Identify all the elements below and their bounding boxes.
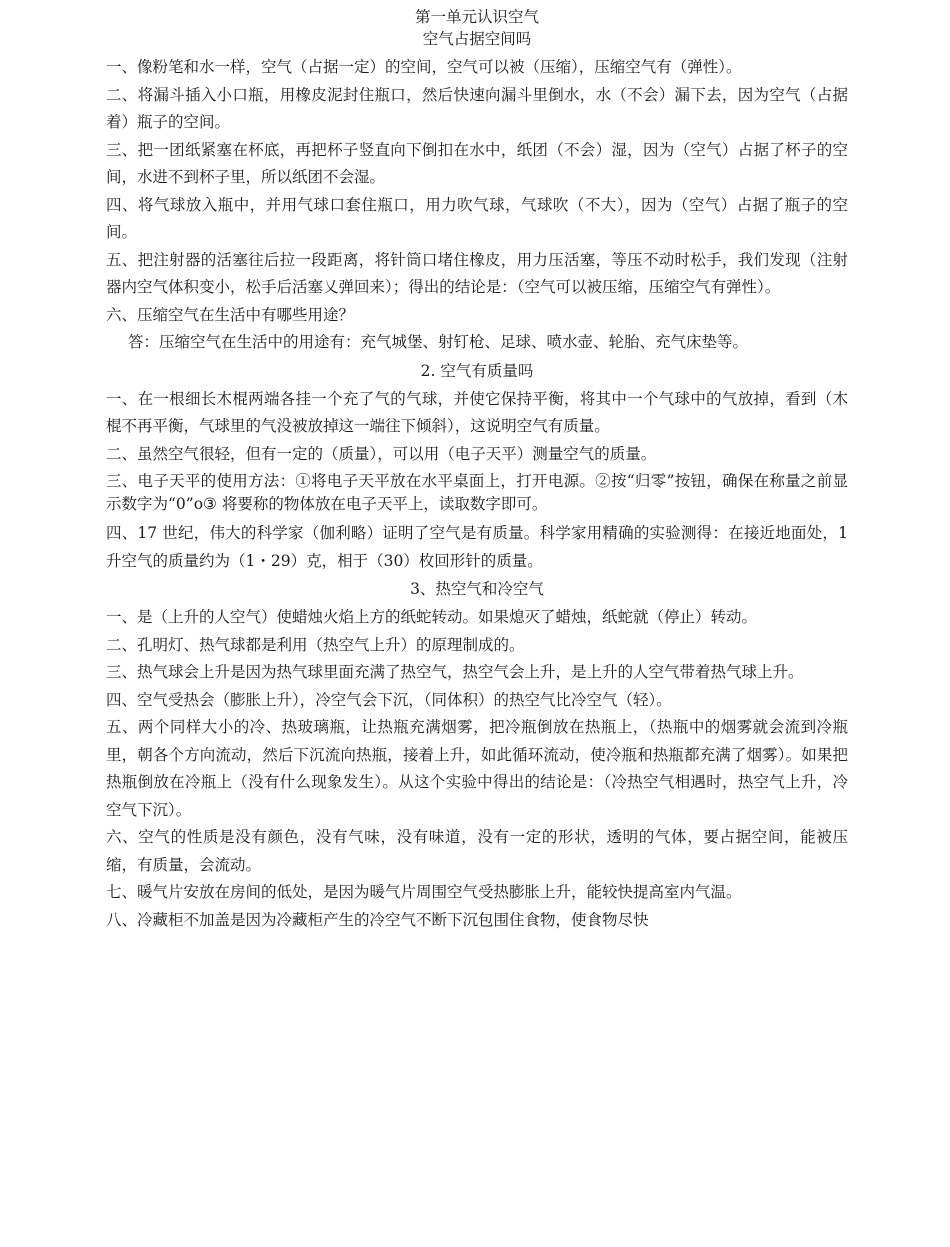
- paragraph: 三、把一团纸紧塞在杯底，再把杯子竖直向下倒扣在水中，纸团（不会）湿，因为（空气）占据了杯子的空间，水进不到杯子里，所以纸团不会湿。: [106, 140, 848, 186]
- paragraph: 五、把注射器的活塞往后拉一段距离，将针筒口堵住橡皮，用力压活塞，等压不动时松手，我们发现（注射器内空气体积变小，松手后活塞乂弹回来）；得出的结论是：（空气可以被压缩，压缩空气有弹性）。: [106, 250, 848, 296]
- paragraph: 四、将气球放入瓶中，并用气球口套住瓶口，用力吹气球，气球吹（不大），因为（空气）占据了瓶子的空间。: [106, 195, 848, 241]
- paragraph: 二、虽然空气很轻，但有一定的（质量），可以用（电子天平）测量空气的质量。: [106, 444, 657, 463]
- paragraph: 六、压缩空气在生活中有哪些用途？: [106, 305, 355, 324]
- paragraph: 一、是（上升的人空气）使蜡烛火焰上方的纸蛇转动。如果熄灭了蜡烛，纸蛇就（停止）转动。: [106, 608, 758, 626]
- paragraph: 五、两个同样大小的冷、热玻璃瓶，让热瓶充满烟雾，把冷瓶倒放在热瓶上，（热瓶中的烟雾就会流到冷瓶里，朝各个方向流动，然后下沉流向热瓶，接着上升，如此循环流动，使冷瓶和热瓶都充满了烟雾）。如果把热瓶倒放在冷瓶上（没有什么现象发生）。从这个实验中得出的结论是：（冷热空气相遇时，热空气上升，冷空气下沉）。: [106, 718, 848, 819]
- section-heading: 2. 空气有质量吗: [420, 361, 534, 380]
- paragraph: 四、空气受热会（膨胀上升），冷空气会下沉，（同体积）的热空气比冷空气（轻）。: [106, 690, 672, 709]
- paragraph: 七、暖气片安放在房间的低处，是因为暖气片周围空气受热膨胀上升，能较快提高室内气温。: [106, 883, 742, 901]
- document-page: [106, 6, 848, 934]
- answer-paragraph: 答：压缩空气在生活中的用途有：充气城堡、射钉枪、足球、喷水壶、轮胎、充气床垫等。: [128, 333, 749, 351]
- paragraph: 二、孔明灯、热气球都是利用（热空气上升）的原理制成的。: [106, 635, 525, 654]
- paragraph: 八、冷藏柜不加盖是因为冷藏柜产生的冷空气不断下沉包围住食物，使食物尽快: [106, 910, 649, 929]
- paragraph: 三、热气球会上升是因为热气球里面充满了热空气，热空气会上升，是上升的人空气带着热气球上升。: [106, 663, 804, 681]
- paragraph: 四、17 世纪，伟大的科学家（伽利略）证明了空气是有质量。科学家用精确的实验测得：在接近地面处，1 升空气的质量约为（1・29）克，相于（30）枚回形针的质量。: [106, 524, 848, 570]
- paragraph: 三、电子天平的使用方法：①将电子天平放在水平桌面上，打开电源。②按“归零”按钮，确保在称量之前显示数字为“0”o③ 将要称的物体放在电子天平上，读取数字即可。: [106, 472, 848, 513]
- paragraph: 一、像粉笔和水一样，空气（占据一定）的空间，空气可以被（压缩），压缩空气有（弹性）。: [106, 58, 742, 76]
- paragraph: 六、空气的性质是没有颜色，没有气味，没有味道，没有一定的形状，透明的气体，要占据空间，能被压缩，有质量，会流动。: [106, 828, 848, 874]
- section-heading: 空气占据空间吗: [422, 30, 532, 48]
- paragraph: 二、将漏斗插入小口瓶，用橡皮泥封住瓶口，然后快速向漏斗里倒水，水（不会）漏下去，因为空气（占据着）瓶子的空间。: [106, 85, 848, 131]
- document-title: 第一单元认识空气: [414, 8, 539, 26]
- section-heading: 3、热空气和冷空气: [410, 580, 544, 598]
- paragraph: 一、在一根细长木棍两端各挂一个充了气的气球，并使它保持平衡，将其中一个气球中的气放掉，看到（木棍不再平衡，气球里的气没被放掉这一端往下倾斜），这说明空气有质量。: [106, 389, 848, 435]
